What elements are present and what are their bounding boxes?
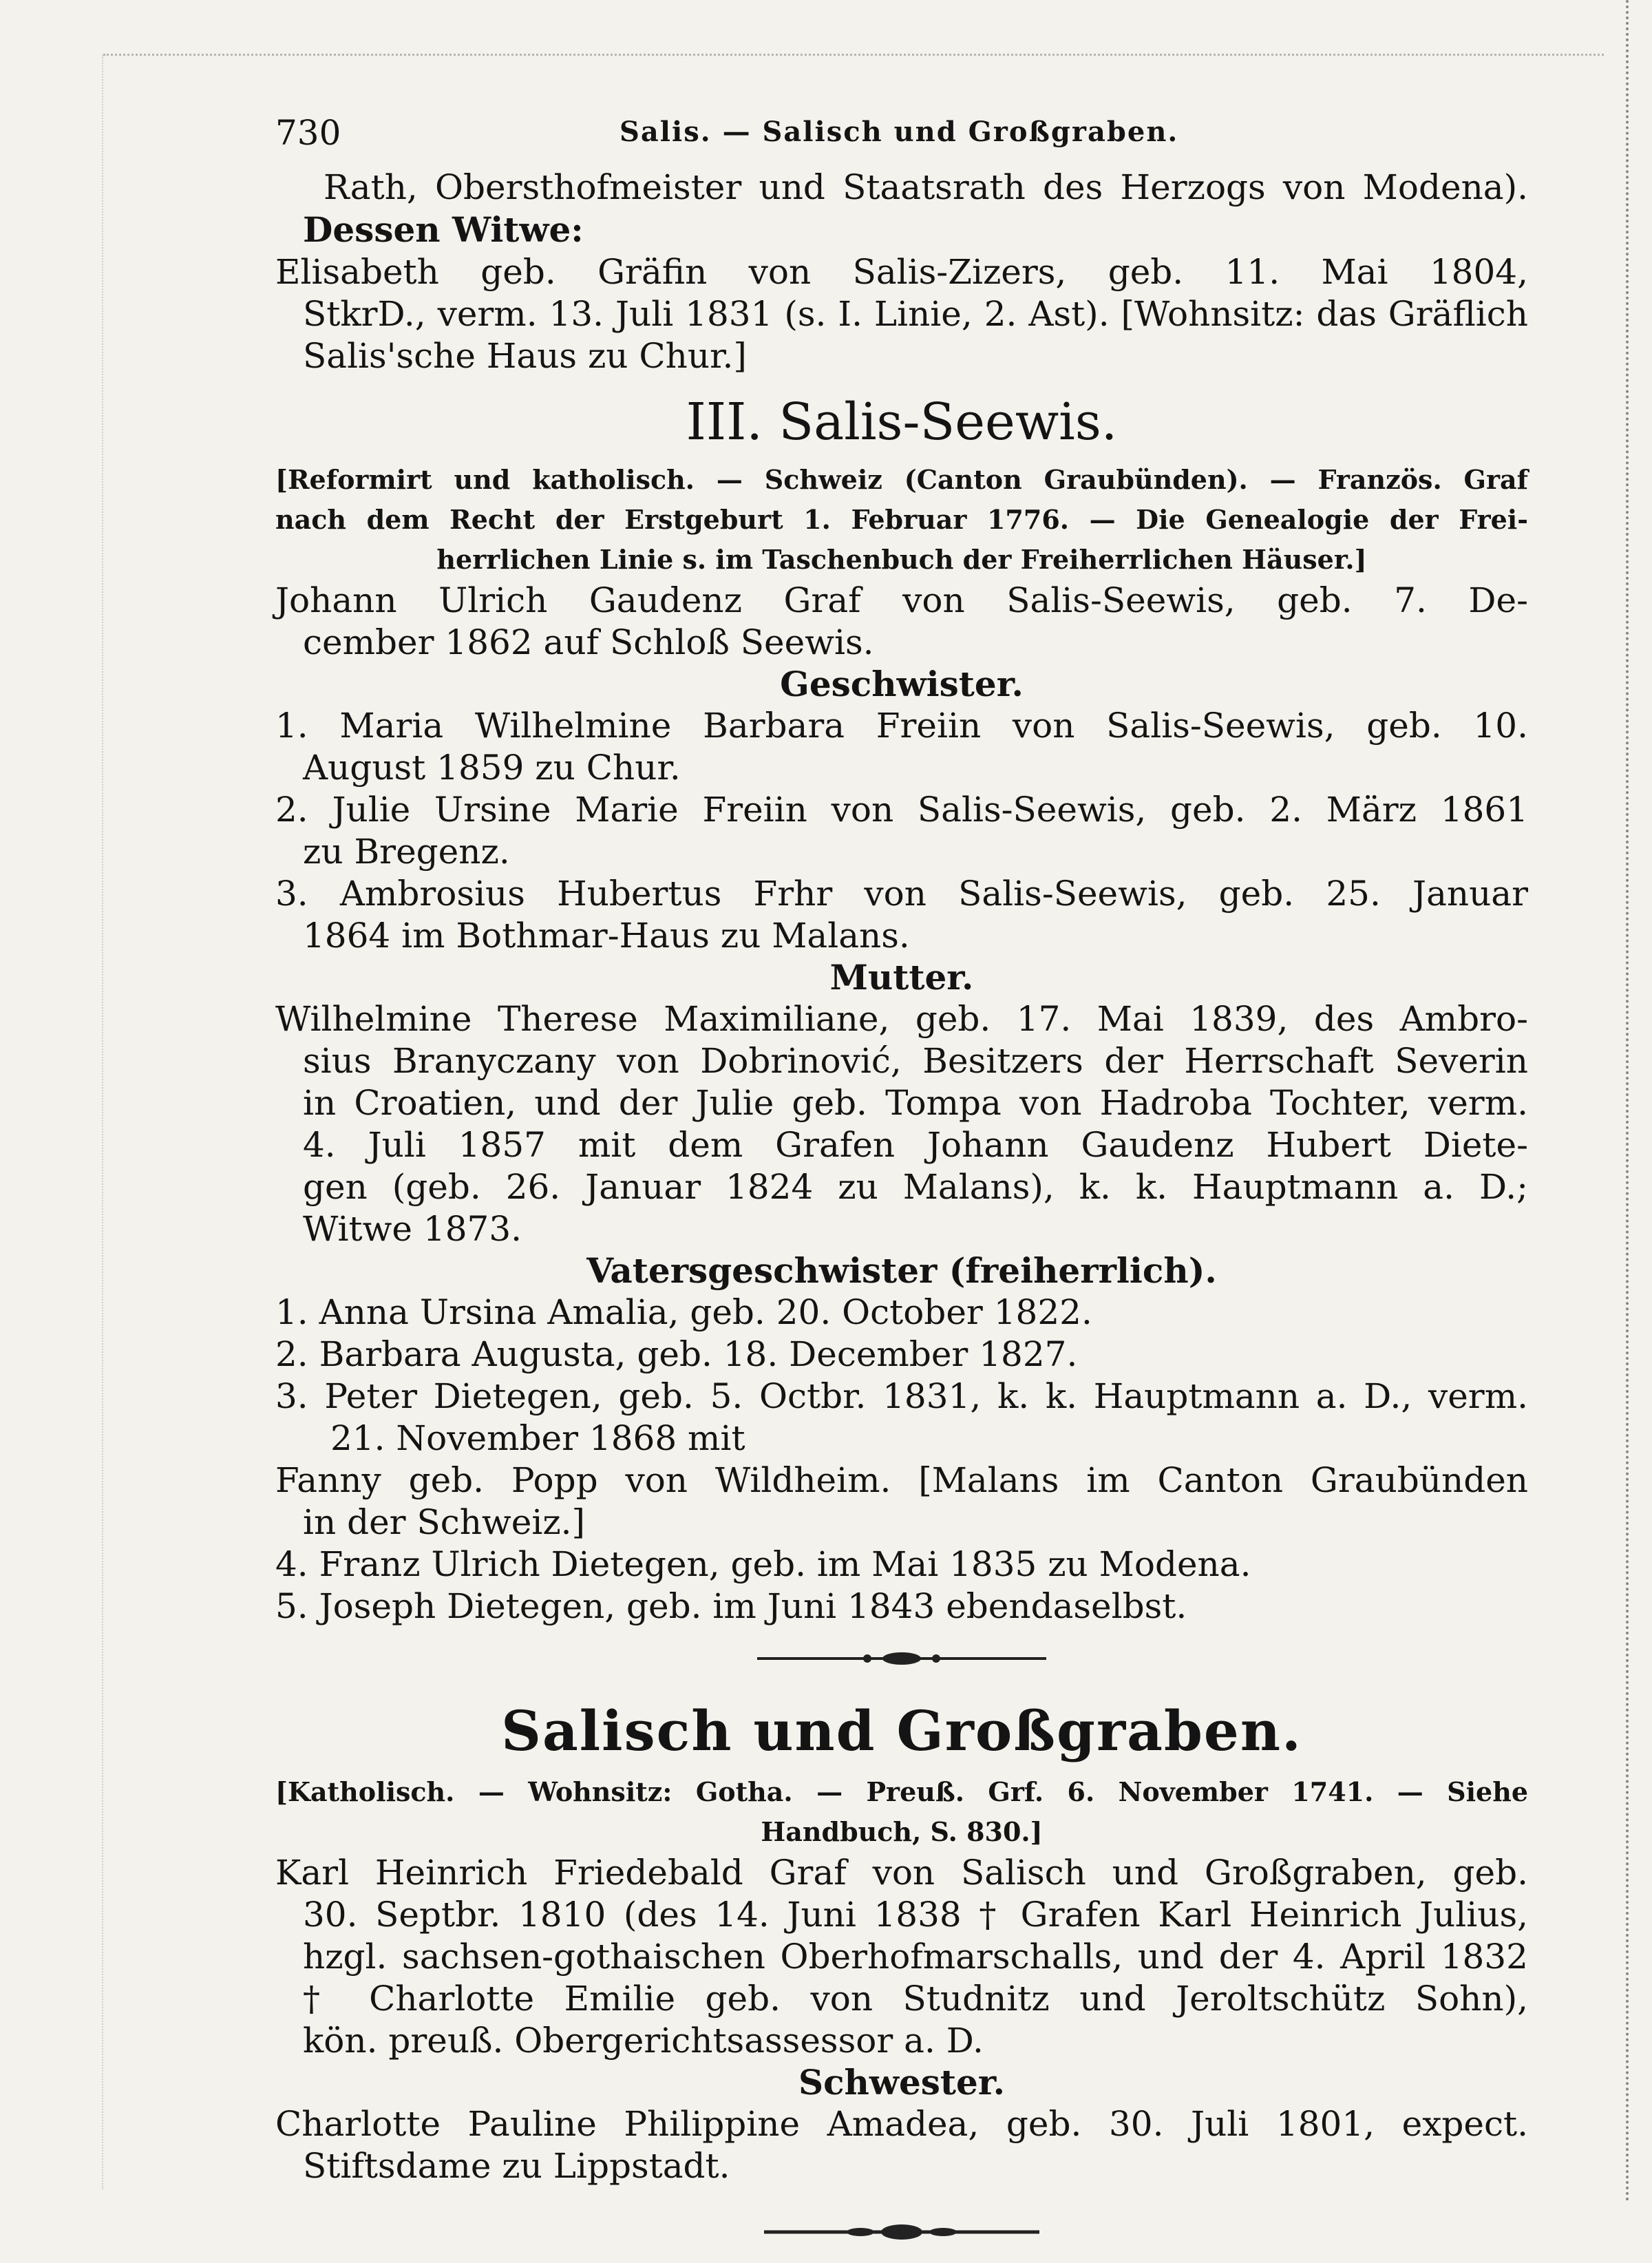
- intro-line: Elisabeth geb. Gräfin von Salis-Zizers, geb. 11. Mai 1804,: [275, 252, 1528, 292]
- paternal-line: 4. Franz Ulrich Dietegen, geb. im Mai 1835 zu Modena.: [275, 1544, 1251, 1584]
- intro-line: Salis'sche Haus zu Chur.]: [303, 336, 747, 376]
- paternal-line: 21. November 1868 mit: [330, 1418, 745, 1458]
- section-note-line: Handbuch, S. 830.]: [761, 1816, 1043, 1847]
- sibling-line: 1864 im Bothmar-Haus zu Malans.: [303, 916, 910, 956]
- sibling-line: August 1859 zu Chur.: [303, 748, 681, 788]
- siblings-label: Geschwister.: [780, 664, 1024, 704]
- end-separator-ornament: [275, 2201, 1528, 2263]
- mother-line: 4. Juli 1857 mit dem Grafen Johann Gaudenz Hubert Diete-: [303, 1125, 1528, 1165]
- intro-line: StkrD., verm. 13. Juli 1831 (s. I. Linie, 2. Ast). [Wohnsitz: das Gräflich: [303, 294, 1528, 334]
- text-column: [275, 103, 1528, 2263]
- section-title-salisch: Salisch und Großgraben.: [501, 1698, 1302, 1763]
- paternal-line: 5. Joseph Dietegen, geb. im Juni 1843 ebendaselbst.: [275, 1586, 1187, 1626]
- head-line: kön. preuß. Obergerichtsassessor a. D.: [303, 2021, 984, 2061]
- head-line: Karl Heinrich Friedebald Graf von Salisch und Großgraben, geb.: [275, 1853, 1528, 1893]
- page-edge-top: [103, 54, 1604, 56]
- sibling-line: zu Bregenz.: [303, 832, 510, 872]
- sister-line: Stiftsdame zu Lippstadt.: [303, 2146, 730, 2186]
- paternal-line: in der Schweiz.]: [303, 1502, 586, 1542]
- mother-line: Witwe 1873.: [303, 1209, 522, 1249]
- paternal-line: 1. Anna Ursina Amalia, geb. 20. October 1822.: [275, 1292, 1092, 1332]
- sister-line: Charlotte Pauline Philippine Amadea, geb. 30. Juli 1801, expect.: [275, 2104, 1528, 2144]
- intro-line: Rath, Obersthofmeister und Staatsrath des Herzogs von Modena).: [324, 167, 1528, 207]
- section-separator-ornament: [275, 1628, 1528, 1690]
- sibling-line: 2. Julie Ursine Marie Freiin von Salis-Seewis, geb. 2. März 1861: [275, 790, 1528, 830]
- page-edge-left: [102, 55, 103, 2189]
- page-number: 730: [275, 113, 341, 153]
- head-line: cember 1862 auf Schloß Seewis.: [303, 622, 874, 662]
- head-line: † Charlotte Emilie geb. von Studnitz und Jeroltschütz Sohn),: [303, 1979, 1528, 2019]
- paternal-line: 3. Peter Dietegen, geb. 5. Octbr. 1831, k. k. Hauptmann a. D., verm.: [275, 1376, 1528, 1416]
- mother-line: in Croatien, und der Julie geb. Tompa von Hadroba Tochter, verm.: [303, 1083, 1528, 1123]
- mother-line: sius Branyczany von Dobrinović, Besitzers der Herrschaft Severin: [303, 1041, 1528, 1081]
- running-head: Salis. — Salisch und Großgraben.: [620, 116, 1179, 148]
- head-line: Johann Ulrich Gaudenz Graf von Salis-Seewis, geb. 7. De-: [275, 580, 1528, 620]
- mother-label: Mutter.: [829, 957, 974, 998]
- head-line: hzgl. sachsen-gothaischen Oberhofmarschalls, und der 4. April 1832: [303, 1937, 1528, 1977]
- mother-line: gen (geb. 26. Januar 1824 zu Malans), k. k. Hauptmann a. D.;: [303, 1167, 1528, 1207]
- sibling-line: 3. Ambrosius Hubertus Frhr von Salis-Seewis, geb. 25. Januar: [275, 874, 1528, 914]
- paternal-siblings-label: Vatersgeschwister (freiherrlich).: [586, 1250, 1217, 1291]
- section-note-line: [Reformirt und katholisch. — Schweiz (Canton Graubünden). — Französ. Graf: [275, 464, 1528, 495]
- paternal-line: Fanny geb. Popp von Wildheim. [Malans im Canton Graubünden: [275, 1460, 1528, 1500]
- section-note-line: [Katholisch. — Wohnsitz: Gotha. — Preuß. Grf. 6. November 1741. — Siehe: [275, 1776, 1528, 1807]
- widow-label: Dessen Witwe:: [303, 209, 584, 250]
- section-note-line: herrlichen Linie s. im Taschenbuch der Freiherrlichen Häuser.]: [436, 544, 1367, 575]
- page-header: [275, 103, 1528, 167]
- sister-label: Schwester.: [798, 2062, 1005, 2103]
- head-line: 30. Septbr. 1810 (des 14. Juni 1838 † Grafen Karl Heinrich Julius,: [303, 1895, 1528, 1935]
- paternal-line: 2. Barbara Augusta, geb. 18. December 1827.: [275, 1334, 1078, 1374]
- page-edge-right: [1626, 0, 1629, 2203]
- section-note-line: nach dem Recht der Erstgeburt 1. Februar 1776. — Die Genealogie der Frei-: [275, 504, 1528, 535]
- sibling-line: 1. Maria Wilhelmine Barbara Freiin von Salis-Seewis, geb. 10.: [275, 706, 1528, 746]
- mother-line: Wilhelmine Therese Maximiliane, geb. 17. Mai 1839, des Ambro-: [275, 999, 1528, 1039]
- section-title-salis-seewis: III. Salis-Seewis.: [686, 392, 1118, 452]
